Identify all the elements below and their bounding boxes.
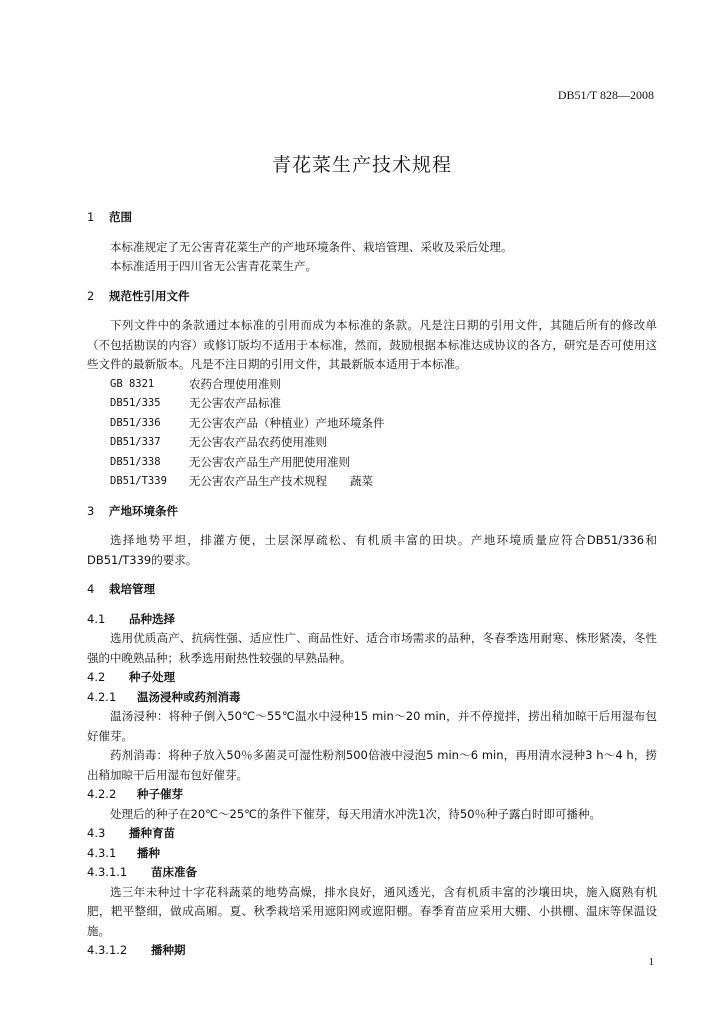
paragraph: 药剂消毒：将种子放入50％多菌灵可湿性粉剂500倍液中浸泡5 min～6 min，再用清水浸种3 h～4 h，捞出稍加晾干后用湿布包好催芽。: [87, 748, 657, 782]
subsection-title: 苗床准备: [151, 865, 198, 879]
paragraph: 本标准规定了无公害青花菜生产的产地环境条件、栽培管理、采收及采后处理。: [110, 239, 513, 254]
section-title: 规范性引用文件: [109, 288, 190, 303]
paragraph: 处理后的种子在20℃～25℃的条件下催芽，每天用清水冲洗1次，待50％种子露白时即可播种。: [110, 806, 602, 821]
subsection-number: 4.2: [87, 670, 106, 684]
subsection-number: 4.2.1: [87, 689, 117, 704]
reference-item: [87, 394, 657, 414]
reference-item: [87, 453, 657, 473]
subsection-number: 4.2.2: [87, 787, 117, 801]
reference-code: DB51/337: [110, 436, 161, 448]
subsection-number: 4.1: [87, 611, 106, 626]
subsection-number: 4.3: [87, 826, 106, 840]
section-title: 产地环境条件: [109, 503, 179, 518]
subsection-number: 4.3.1: [87, 845, 117, 860]
document-body: [87, 208, 657, 961]
subsection-title: 品种选择: [129, 611, 176, 626]
reference-name: 无公害农产品（种植业）产地环境条件: [189, 415, 385, 430]
reference-code: GB 8321: [110, 377, 155, 390]
subsection-number: 4.3.1.1: [87, 865, 128, 879]
subsection-4-3-heading: [87, 824, 657, 844]
section-title: 栽培管理: [109, 582, 156, 596]
reference-item: [87, 472, 657, 492]
reference-name: 农药合理使用准则: [189, 376, 281, 391]
section-number: 4: [87, 582, 95, 596]
subsection-4-3-1-2-heading: [87, 941, 657, 961]
reference-item: [87, 433, 657, 453]
paragraph: 本标准适用于四川省无公害青花菜生产。: [110, 259, 317, 273]
reference-name: 无公害农产品生产技术规程 蔬菜: [189, 474, 373, 488]
page-number: 1: [648, 956, 654, 968]
reference-name: 无公害农产品农药使用准则: [189, 435, 327, 449]
reference-code: DB51/335: [110, 397, 161, 409]
reference-code: DB51/T339: [110, 475, 167, 487]
subsection-4-1-heading: [87, 610, 657, 630]
document-title: 青花菜生产技术规程: [271, 154, 452, 176]
subsection-title: 播种育苗: [129, 826, 176, 840]
standard-code: DB51/T 828—2008: [557, 88, 654, 102]
subsection-4-2-2-heading: [87, 785, 657, 805]
paragraph: 选三年未种过十字花科蔬菜的地势高燥，排水良好，通风透光，含有机质丰富的沙壤田块，施入腐熟有机肥，耙平整细，做成高厢。夏、秋季栽培采用遮阳网或遮阳棚。春季育苗应采用大棚、小拱棚、温床等保温设施。: [87, 884, 657, 938]
section-number: 2: [87, 288, 95, 303]
section-number: 3: [87, 503, 95, 518]
section-number: 1: [87, 210, 95, 224]
subsection-4-2-1-heading: [87, 688, 657, 708]
subsection-title: 播种期: [151, 943, 186, 957]
section-4-heading: [87, 580, 657, 600]
subsection-title: 种子催芽: [137, 787, 184, 801]
reference-item: [87, 414, 657, 434]
subsection-title: 温汤浸种或药剂消毒: [137, 689, 241, 704]
subsection-title: 播种: [137, 845, 161, 860]
section-1-heading: [87, 208, 657, 228]
subsection-4-2-heading: [87, 668, 657, 688]
subsection-4-3-1-heading: [87, 844, 657, 864]
reference-name: 无公害农产品生产用肥使用准则: [189, 454, 350, 469]
paragraph: 选用优质高产、抗病性强、适应性广、商品性好、适合市场需求的品种，冬春季选用耐寒、株形紧凑，冬性强的中晚熟品种；秋季选用耐热性较强的早熟品种。: [87, 631, 657, 665]
paragraph: 选择地势平坦，排灌方便，土层深厚疏松、有机质丰富的田块。产地环境质量应符合DB51/336和DB51/T339的要求。: [87, 533, 657, 567]
subsection-title: 种子处理: [129, 670, 176, 684]
reference-code: DB51/338: [110, 455, 161, 468]
reference-code: DB51/336: [110, 416, 161, 429]
subsection-number: 4.3.1.2: [87, 943, 128, 957]
subsection-4-3-1-1-heading: [87, 863, 657, 883]
reference-item: [87, 375, 657, 395]
paragraph: 下列文件中的条款通过本标准的引用而成为本标准的条款。凡是注日期的引用文件，其随后所有的修改单（不包括勘误的内容）或修订版均不适用于本标准，然而，鼓励根据本标准达成协议的各方，研究是否可使用这些文件的最新版本。凡是不注日期的引用文件，其最新版本适用于本标准。: [87, 318, 657, 371]
paragraph: 温汤浸种：将种子倒入50℃～55℃温水中浸种15 min～20 min，并不停搅拌，捞出稍加晾干后用湿布包好催芽。: [87, 709, 657, 743]
section-3-heading: [87, 502, 657, 522]
section-2-heading: [87, 287, 657, 307]
reference-name: 无公害农产品标准: [189, 396, 281, 410]
section-title: 范围: [109, 210, 133, 224]
